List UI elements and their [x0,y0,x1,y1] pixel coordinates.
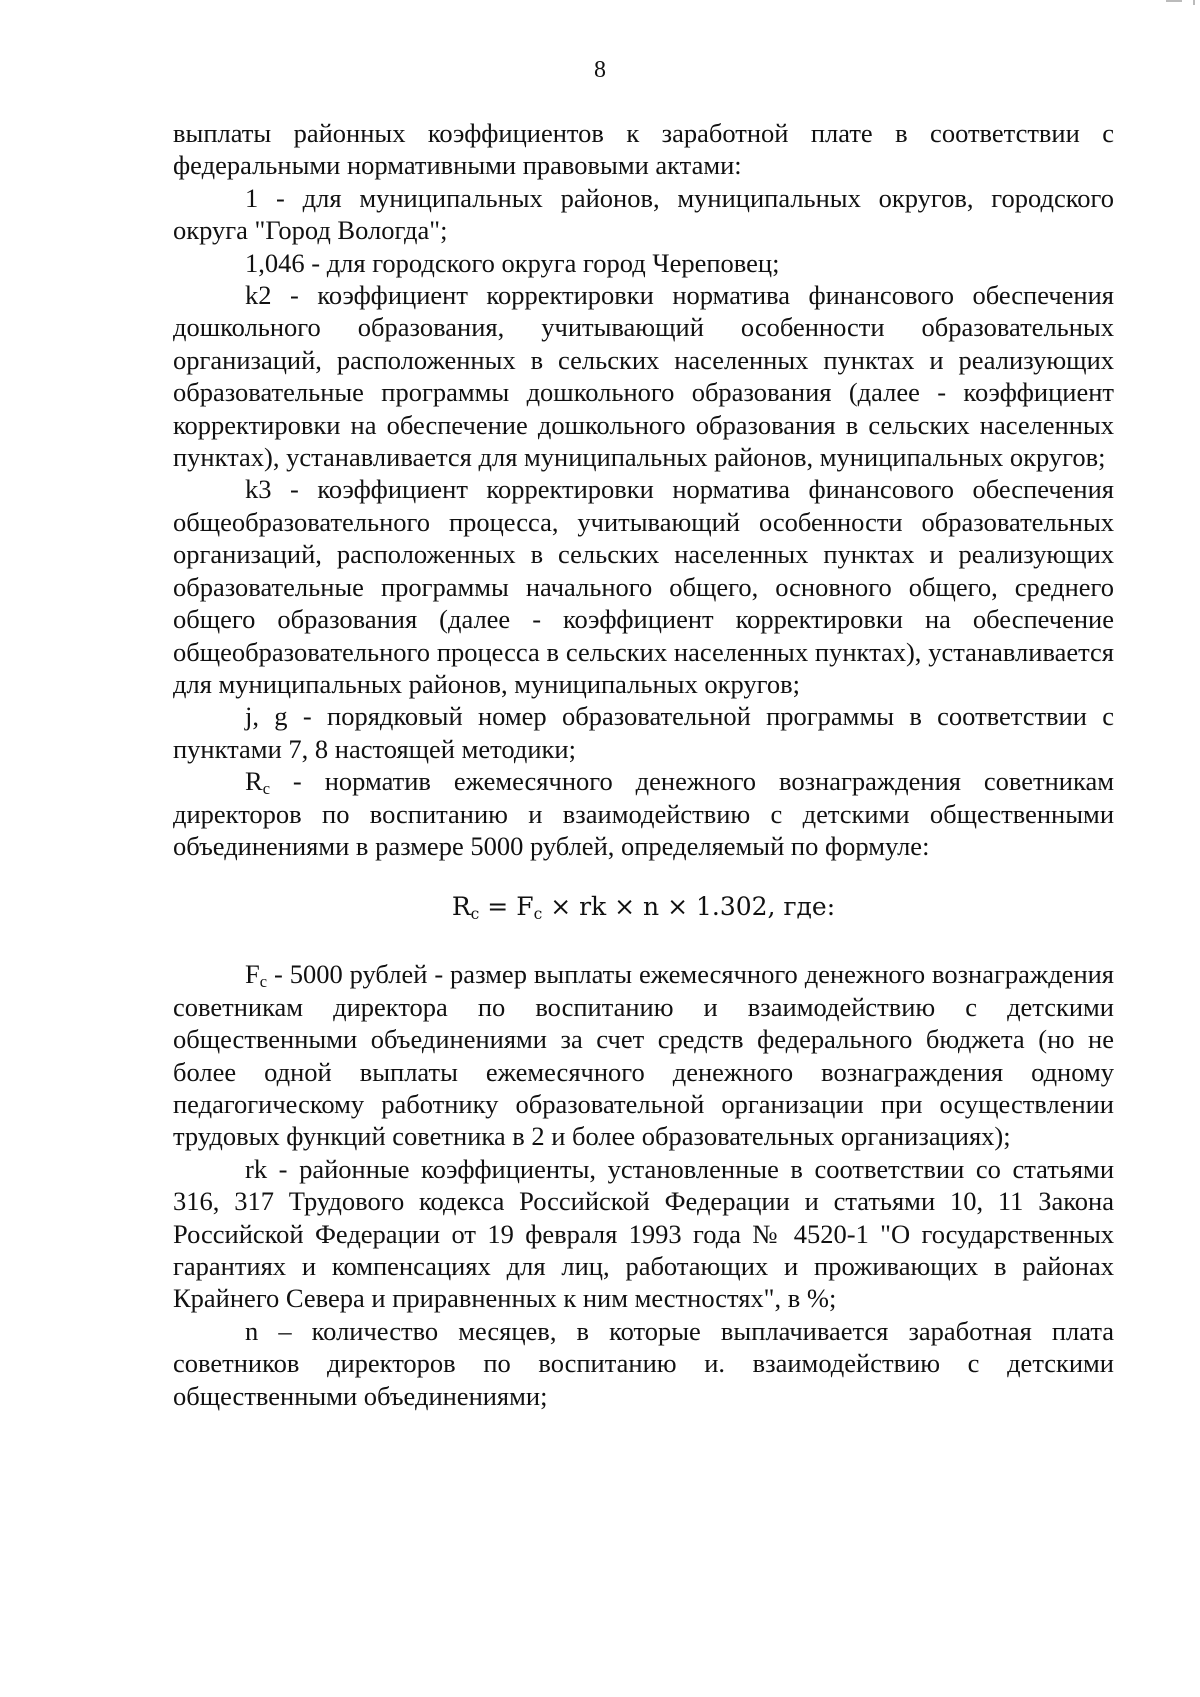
paragraph-fc-definition [173,958,1114,1152]
formula-f-subscript: c [533,905,543,924]
formula-lhs-subscript: c [470,905,480,924]
paragraph-k3-definition: k3 - коэффициент корректировки норматива финансового обеспечения общеобразовательного процесса, учитывающий особенности образовательных организаций, расположенных в сельских населенных пунктах и реализующих образовательные программы начального общего, основного общего, среднего общего образования (далее - коэффициент корректировки на обеспечение общеобразовательного процесса в сельских населенных пунктах), устанавливается для муниципальных районов, муниципальных округов; [173,474,1114,699]
paragraph-coefficient-1046: 1,046 - для городского округа город Череповец; [245,247,780,278]
paragraph-n-definition: n – количество месяцев, в которые выплачивается заработная плата советников директоров по воспитанию и. взаимодействию с детскими общественными объединениями; [173,1315,1114,1411]
document-body [173,117,1114,1412]
formula-equals: = [479,892,517,922]
page-number: 8 [594,57,606,83]
rc-formula [173,890,1114,924]
fc-symbol: F [245,959,260,990]
formula-f: F [516,892,534,922]
formula-rest: × rk × n × 1.302 [542,892,768,922]
paragraph-rc-definition [173,765,1114,862]
paragraph-jg-definition: j, g - порядковый номер образовательной программы в соответствии с пунктами 7, 8 настоящей методики; [173,701,1114,764]
rc-subscript: c [262,779,270,799]
fc-subscript: c [259,972,268,992]
rc-symbol: R [245,766,263,797]
formula-tail: , где: [767,892,836,922]
paragraph-k2-definition: k2 - коэффициент корректировки норматива финансового обеспечения дошкольного образования, учитывающий особенности образовательных организаций, расположенных в сельских населенных пунктах и реализующих образовательные программы дошкольного образования (далее - коэффициент корректировки на обеспечение дошкольного образования в сельских населенных пунктах), устанавливается для муниципальных районов, муниципальных округов; [173,280,1114,473]
paragraph-intro-continuation: выплаты районных коэффициентов к заработной плате в соответствии с федеральными нормативными правовыми актами: [173,118,1114,181]
paragraph-rk-definition: rk - районные коэффициенты, установленные в соответствии со статьями 316, 317 Трудового кодекса Российской Федерации и статьями 10, 11 Закона Российской Федерации от 19 февраля 1993 года № 4520-1 "О государственных гарантиях и компенсациях для лиц, работающих и проживающих в районах Крайнего Севера и приравненных к ним местностях", в %; [173,1153,1114,1314]
paragraph-coefficient-1: 1 - для муниципальных районов, муниципальных округов, городского округа "Город Вологда"; [173,182,1114,246]
fc-definition-text: - 5000 рублей - размер выплаты ежемесячного денежного вознаграждения советникам директора по воспитанию и взаимодействию с детскими общественными объединениями за счет средств федерального бюджета (но не более одной выплаты ежемесячного денежного вознаграждения одному педагогическому работнику образовательной организации при осуществлении трудовых функций советника в 2 и более образовательных организациях); [173,959,1114,1152]
formula-lhs: R [451,892,471,922]
rc-definition-text: - норматив ежемесячного денежного вознаграждения советникам директоров по воспитанию и взаимодействию с детскими общественными объединениями в размере 5000 рублей, определяемый по формуле: [173,766,1114,861]
scan-edge-mark [1160,0,1200,6]
